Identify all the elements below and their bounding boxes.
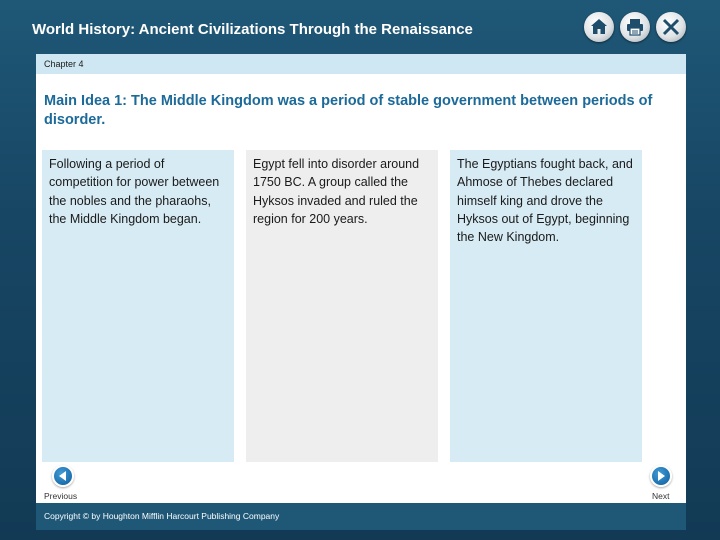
previous-button[interactable] — [52, 465, 74, 487]
chapter-label: Chapter 4 — [44, 59, 84, 69]
content-panel — [36, 54, 686, 530]
footer-bar — [36, 503, 686, 530]
arrow-right-icon — [655, 470, 667, 482]
print-button[interactable] — [620, 12, 650, 42]
content-box-2: Egypt fell into disorder around 1750 BC. A group called the Hyksos invaded and ruled the region for 200 years. — [246, 150, 438, 462]
home-button[interactable] — [584, 12, 614, 42]
arrow-left-icon — [57, 470, 69, 482]
main-idea-heading: Main Idea 1: The Middle Kingdom was a period of stable government between periods of disorder. — [44, 93, 653, 128]
home-icon — [589, 17, 609, 37]
close-icon — [661, 17, 681, 37]
print-icon — [625, 17, 645, 37]
course-title: World History: Ancient Civilizations Through the Renaissance — [32, 21, 473, 38]
previous-label[interactable]: Previous — [44, 491, 78, 501]
chapter-bar — [36, 54, 686, 74]
close-button[interactable] — [656, 12, 686, 42]
content-box-3: The Egyptians fought back, and Ahmose of Thebes declared himself king and drove the Hyksos out of Egypt, beginning the New Kingdom. — [450, 150, 642, 462]
next-button[interactable] — [650, 465, 672, 487]
top-toolbar — [584, 12, 688, 44]
content-box-1: Following a period of competition for power between the nobles and the pharaohs, the Middle Kingdom began. — [42, 150, 234, 462]
next-label[interactable]: Next — [652, 491, 670, 501]
copyright-text: Copyright © by Houghton Mifflin Harcourt Publishing Company — [44, 511, 280, 521]
